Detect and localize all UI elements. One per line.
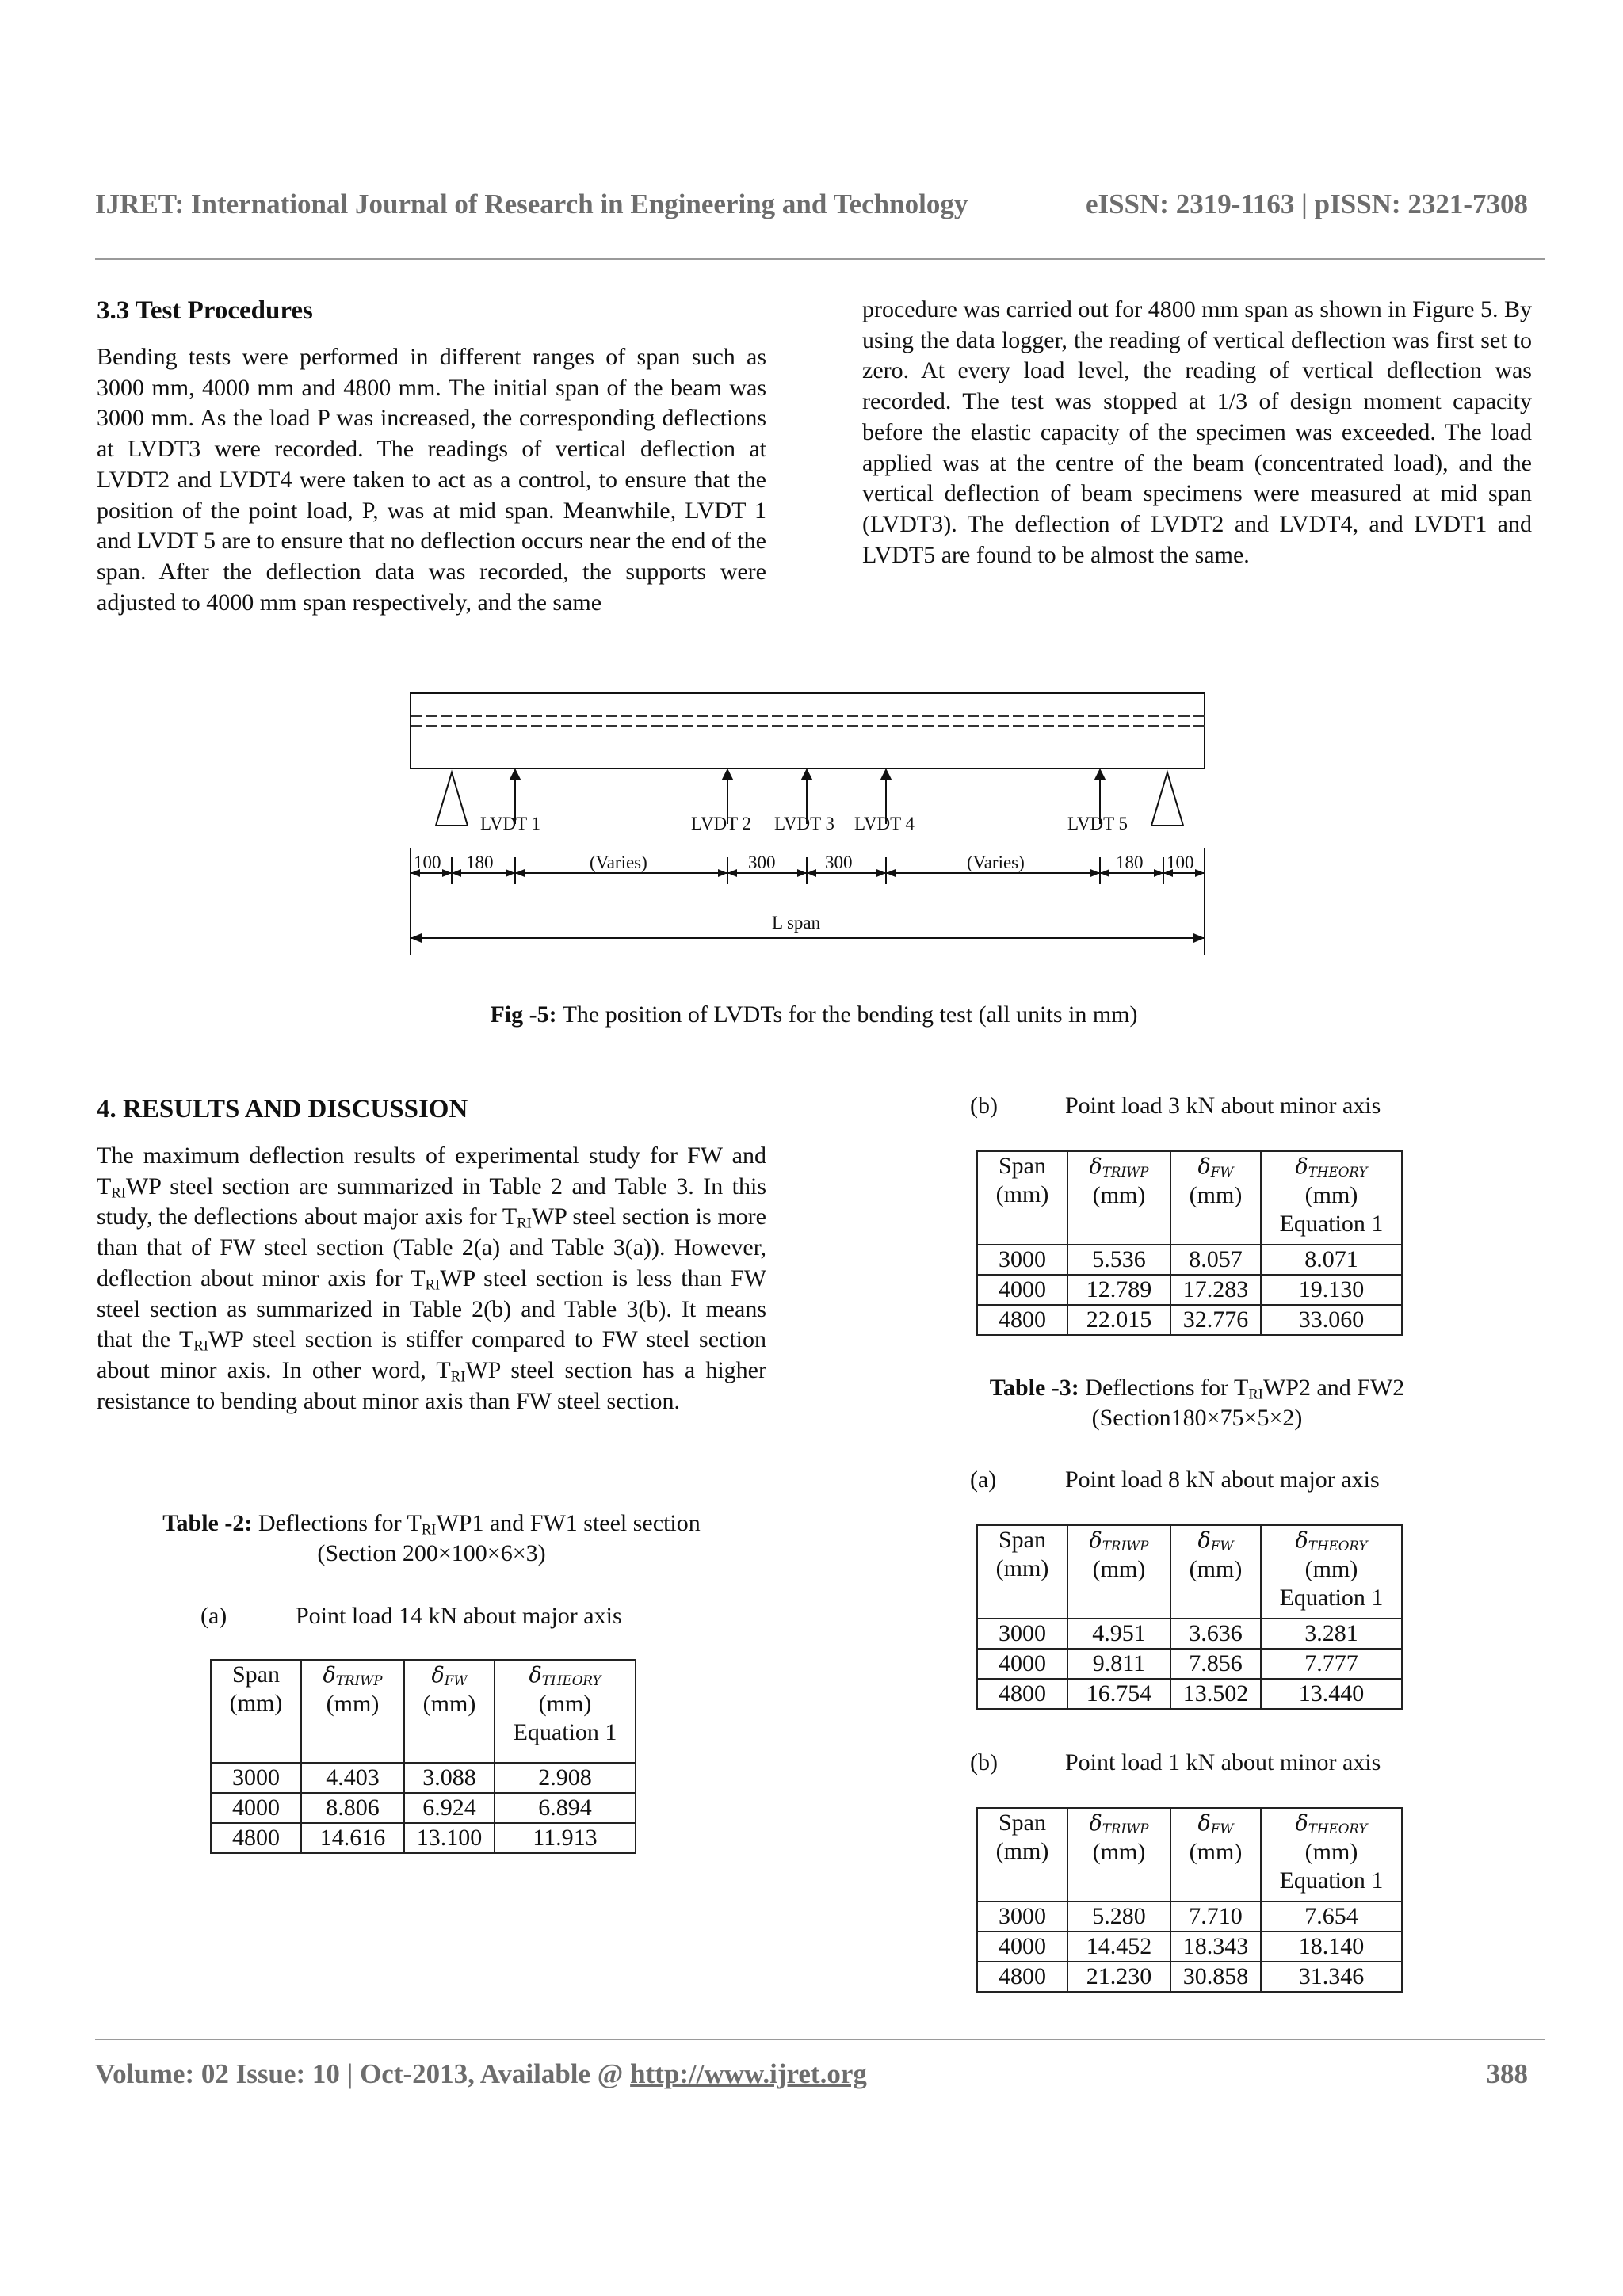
- span-label: L span: [772, 913, 821, 933]
- delta-theory-cell: 31.346: [1261, 1962, 1402, 1992]
- delta-fw-cell: 18.343: [1170, 1932, 1261, 1962]
- table-row: [977, 1305, 1402, 1335]
- left-support: [436, 772, 468, 826]
- table-row: [211, 1823, 636, 1853]
- dim-100-left: 100: [414, 852, 441, 872]
- delta-theory-cell: 3.281: [1261, 1619, 1402, 1649]
- delta-theory-cell: 7.654: [1261, 1901, 1402, 1932]
- table-row: [211, 1763, 636, 1793]
- lvdt3-label: LVDT 3: [774, 814, 835, 833]
- span-cell: 4000: [977, 1649, 1067, 1679]
- section-paragraph: Bending tests were performed in different ranges of span such as 3000 mm, 4000 mm and 4800 mm. The initial span of the beam was 3000 mm. As the load P was increased, the corresponding deflections at LVDT3 were recorded. The readings of vertical deflection at LVDT2 and LVDT4 were taken to act as a control, to ensure that the position of the point load, P, was at mid span. Meanwhile, LVDT 1 and LVDT 5 are to ensure that no deflection occurs near the end of the span. After the deflection data was recorded, the supports were adjusted to 4000 mm span respectively, and the same: [97, 344, 766, 616]
- lvdt2-arrow: [723, 770, 732, 780]
- table-3b-title: Point load 1 kN about minor axis: [1065, 1749, 1381, 1775]
- footer-volume: Volume: 02 Issue: 10 | Oct-2013, Available @: [95, 2058, 631, 2089]
- delta-triwp-cell: 5.536: [1067, 1245, 1170, 1275]
- lvdt5-arrow: [1095, 770, 1105, 780]
- section-3-3-right: [862, 295, 1532, 570]
- table-row: [977, 1962, 1402, 1992]
- span-cell: 4000: [211, 1793, 301, 1823]
- delta-triwp-cell: 14.616: [301, 1823, 404, 1853]
- table-2b-body: [977, 1245, 1402, 1335]
- table-2b-label: [970, 1092, 1381, 1120]
- span-cell: 4000: [977, 1275, 1067, 1305]
- table-2b: Span (mm) $\delta_{TRIWP}$ (mm) $\delta_{FW}$ (mm) $\delta_{THEORY}$ (mm) Equation 1 3000 5.536 8.057 8.071 4000 12.789 17.283 19.130 4800 22.015 32.776 33.060: [976, 1150, 1403, 1336]
- lvdt5-label: LVDT 5: [1067, 814, 1128, 833]
- delta-theory-cell: 18.140: [1261, 1932, 1402, 1962]
- delta-theory-cell: 8.071: [1261, 1245, 1402, 1275]
- delta-theory-cell: 13.440: [1261, 1679, 1402, 1709]
- table-row: [977, 1679, 1402, 1709]
- dim-180-left: 180: [466, 852, 494, 872]
- span-cell: 4800: [977, 1962, 1067, 1992]
- span-cell: 4800: [211, 1823, 301, 1853]
- table-3b-body: [977, 1901, 1402, 1992]
- lvdt2-label: LVDT 2: [691, 814, 752, 833]
- delta-fw-cell: 13.502: [1170, 1679, 1261, 1709]
- journal-title: IJRET: International Journal of Research in Engineering and Technology: [95, 189, 968, 219]
- delta-fw-cell: 7.856: [1170, 1649, 1261, 1679]
- figure-caption-text: The position of LVDTs for the bending test (all units in mm): [562, 1001, 1138, 1028]
- delta-theory-cell: 33.060: [1261, 1305, 1402, 1335]
- span-cell: 3000: [211, 1763, 301, 1793]
- table-3-caption-line2: (Section180×75×5×2): [1091, 1405, 1303, 1431]
- span-cell: 3000: [977, 1901, 1067, 1932]
- delta-fw-cell: 32.776: [1170, 1305, 1261, 1335]
- span-cell: 3000: [977, 1245, 1067, 1275]
- section-3-3-left: [97, 295, 766, 618]
- delta-fw-cell: 13.100: [404, 1823, 495, 1853]
- table-2a-tag: (a): [200, 1603, 227, 1629]
- delta-fw-cell: 7.710: [1170, 1901, 1261, 1932]
- table-3b: Span (mm) $\delta_{TRIWP}$ (mm) $\delta_{FW}$ (mm) $\delta_{THEORY}$ (mm) Equation 1 3000 5.280 7.710 7.654 4000 14.452 18.343 18.140 4800 21.230 30.858 31.346: [976, 1807, 1403, 1993]
- table-row: [977, 1649, 1402, 1679]
- delta-fw-cell: 30.858: [1170, 1962, 1261, 1992]
- table-3a-title: Point load 8 kN about major axis: [1065, 1466, 1380, 1493]
- dim-180-right: 180: [1116, 852, 1144, 872]
- table-2-caption-label: Table -2:: [162, 1510, 253, 1536]
- delta-triwp-cell: 21.230: [1067, 1962, 1170, 1992]
- table-3a: Span (mm) $\delta_{TRIWP}$ (mm) $\delta_{FW}$ (mm) $\delta_{THEORY}$ (mm) Equation 1 3000 4.951 3.636 3.281 4000 9.811 7.856 7.777 4800 16.754 13.502 13.440: [976, 1524, 1403, 1710]
- delta-theory-cell: 19.130: [1261, 1275, 1402, 1305]
- table-2a-body: [211, 1763, 636, 1853]
- table-2-caption-pre: Deflections for T: [258, 1510, 422, 1536]
- delta-triwp-cell: 16.754: [1067, 1679, 1170, 1709]
- table-2b-title: Point load 3 kN about minor axis: [1065, 1093, 1381, 1119]
- table-3b-tag: (b): [970, 1749, 998, 1775]
- lvdt1-label: LVDT 1: [480, 814, 541, 833]
- dim-300-right: 300: [825, 852, 853, 872]
- section-paragraph-continued: procedure was carried out for 4800 mm span as shown in Figure 5. By using the data logger, the reading of vertical deflection was first set to zero. At every load level, the reading of vertical deflection was recorded. The test was stopped at 1/3 of design moment capacity before the elastic capacity of the specimen was exceeded. The load applied was at the centre of the beam (concentrated load), and the vertical deflection of beam specimens were measured at mid span (LVDT3). The deflection of LVDT2 and LVDT4, and LVDT1 and LVDT5 are found to be almost the same.: [862, 296, 1532, 568]
- table-3-caption-pre: Deflections for T: [1085, 1375, 1249, 1401]
- table-2-caption-sub: RI: [421, 1521, 437, 1539]
- dim-100-right: 100: [1167, 852, 1194, 872]
- page-footer: [95, 2058, 1528, 2090]
- span-cell: 4000: [977, 1932, 1067, 1962]
- page-header: [95, 189, 1528, 236]
- section-4: [97, 1093, 766, 1417]
- delta-triwp-cell: 14.452: [1067, 1932, 1170, 1962]
- delta-triwp-cell: 4.951: [1067, 1619, 1170, 1649]
- table-row: [211, 1793, 636, 1823]
- delta-triwp-cell: 22.015: [1067, 1305, 1170, 1335]
- table-3-caption: [862, 1373, 1532, 1433]
- delta-triwp-cell: 4.403: [301, 1763, 404, 1793]
- dim-varies-right: (Varies): [967, 852, 1025, 872]
- dim-300-left: 300: [748, 852, 776, 872]
- section-4-title: 4. RESULTS AND DISCUSSION: [97, 1095, 468, 1123]
- delta-fw-symbol: $\delta_{FW}$: [431, 1663, 468, 1689]
- table-row: [977, 1619, 1402, 1649]
- table-row: [977, 1245, 1402, 1275]
- figure-5-diagram: [396, 681, 1228, 967]
- dim-varies-left: (Varies): [590, 852, 647, 872]
- right-support: [1151, 772, 1183, 826]
- table-2b-tag: (b): [970, 1093, 998, 1119]
- lvdt4-arrow: [881, 770, 891, 780]
- delta-theory-cell: 2.908: [495, 1763, 636, 1793]
- delta-fw-cell: 17.283: [1170, 1275, 1261, 1305]
- span-cell: 4800: [977, 1679, 1067, 1709]
- table-3-caption-post: WP2 and FW2: [1262, 1375, 1405, 1401]
- table-row: [977, 1932, 1402, 1962]
- journal-link[interactable]: http://www.ijret.org: [630, 2058, 867, 2089]
- table-row: [977, 1901, 1402, 1932]
- section-title: 3.3 Test Procedures: [97, 296, 313, 325]
- delta-fw-cell: 3.088: [404, 1763, 495, 1793]
- issn-line: eISSN: 2319-1163 | pISSN: 2321-7308: [1085, 189, 1528, 219]
- table-3a-body: [977, 1619, 1402, 1709]
- delta-triwp-cell: 12.789: [1067, 1275, 1170, 1305]
- delta-triwp-cell: 5.280: [1067, 1901, 1170, 1932]
- header-rule: [95, 258, 1545, 260]
- table-2-caption: [97, 1508, 766, 1569]
- table-2-caption-line2: (Section 200×100×6×3): [317, 1540, 546, 1566]
- lvdt4-label: LVDT 4: [854, 814, 915, 833]
- col-span-label: Span: [232, 1661, 280, 1688]
- footer-rule: [95, 2039, 1545, 2040]
- table-2a-title: Point load 14 kN about major axis: [296, 1603, 622, 1629]
- table-3a-tag: (a): [970, 1466, 997, 1493]
- delta-triwp-cell: 8.806: [301, 1793, 404, 1823]
- beam: [411, 693, 1205, 769]
- table-3-caption-sub: RI: [1248, 1386, 1263, 1403]
- table-3-caption-label: Table -3:: [989, 1375, 1079, 1401]
- page-number: 388: [1486, 2058, 1528, 2089]
- table-3a-label: [970, 1466, 1380, 1494]
- table-3b-label: [970, 1749, 1381, 1777]
- delta-fw-cell: 6.924: [404, 1793, 495, 1823]
- delta-theory-cell: 11.913: [495, 1823, 636, 1853]
- figure-caption-label: Fig -5:: [490, 1001, 557, 1028]
- delta-theory-cell: 6.894: [495, 1793, 636, 1823]
- delta-fw-cell: 3.636: [1170, 1619, 1261, 1649]
- lvdt3-arrow: [802, 770, 812, 780]
- delta-theory-cell: 7.777: [1261, 1649, 1402, 1679]
- lvdt1-arrow: [510, 770, 520, 780]
- figure-5-caption: [97, 1000, 1531, 1030]
- table-row: [977, 1275, 1402, 1305]
- col-span-unit: (mm): [229, 1690, 283, 1716]
- span-cell: 3000: [977, 1619, 1067, 1649]
- span-cell: 4800: [977, 1305, 1067, 1335]
- delta-theory-symbol: $\delta_{THEORY}$: [529, 1663, 601, 1689]
- table-2-caption-post: WP1 and FW1 steel section: [436, 1510, 701, 1536]
- section-4-paragraph: The maximum deflection results of experimental study for FW and $T_{RI}WP$ steel section are summarized in Table 2 and Table 3. In this study, the deflections about major axis for $T_{RI}WP$ steel section is more than that of FW steel section (Table 2(a) and Table 3(a)). However, deflection about minor axis for $T_{RI}WP$ steel section is less than FW steel section as summarized in Table 2(b) and Table 3(b). It means that the $T_{RI}WP$ steel section is stiffer compared to FW steel section about minor axis. In other word, $T_{RI}WP$ steel section has a higher resistance to bending about minor axis than FW steel section.: [97, 1142, 767, 1414]
- table-2a-label: [200, 1602, 622, 1630]
- table-2a: Span (mm) $\delta_{TRIWP}$ (mm) $\delta_{FW}$ (mm) $\delta_{THEORY}$ (mm) Equation 1 3000 4.403 3.088 2.908 4000 8.806 6.924 6.894 4800 14.616 13.100 11.913: [210, 1659, 636, 1854]
- delta-triwp-cell: 9.811: [1067, 1649, 1170, 1679]
- delta-triwp-symbol: $\delta_{TRIWP}$: [323, 1663, 383, 1689]
- delta-fw-cell: 8.057: [1170, 1245, 1261, 1275]
